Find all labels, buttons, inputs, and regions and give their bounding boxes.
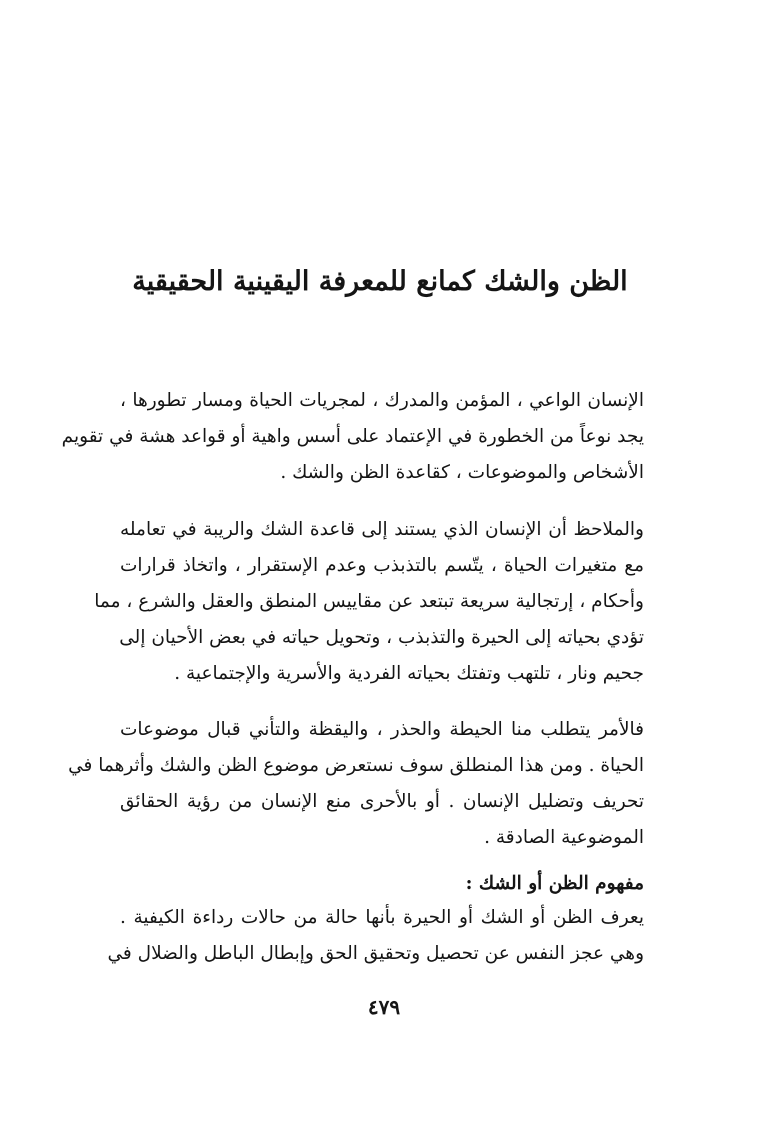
text-line: مع متغيرات الحياة ، يتّسم بالتذبذب وعدم الإستقرار ، واتخاذ قرارات [120,555,644,576]
text-line: تحريف وتضليل الإنسان . أو بالأحرى منع الإنسان من رؤية الحقائق [120,791,644,812]
section-heading: مفهوم الظن أو الشك : [465,873,644,894]
text-line: وأحكام ، إرتجالية سريعة تبتعد عن مقاييس المنطق والعقل والشرع ، مما [94,591,644,612]
text-line: الأشخاص والموضوعات ، كقاعدة الظن والشك . [280,462,644,483]
text-line: يجد نوعاً من الخطورة في الإعتماد على أسس واهية أو قواعد هشة في تقويم [61,426,644,447]
text-line: يعرف الظن أو الشك أو الحيرة بأنها حالة من حالات رداءة الكيفية . [120,907,644,928]
text-line: الموضوعية الصادقة . [484,827,644,848]
paragraph-4 [107,900,644,972]
text-line: الإنسان الواعي ، المؤمن والمدرك ، لمجريات الحياة ومسار تطورها ، [120,390,644,411]
chapter-title: الظن والشك كمانع للمعرفة اليقينية الحقيقية [132,266,628,297]
paragraph-3 [68,712,644,856]
text-line: الحياة . ومن هذا المنطلق سوف نستعرض موضوع الظن والشك وأثرهما في [68,755,644,776]
text-line: جحيم ونار ، تلتهب وتفتك بحياته الفردية والأسرية والإجتماعية . [174,663,644,684]
text-line: تؤدي بحياته إلى الحيرة والتذبذب ، وتحويل حياته في بعض الأحيان إلى [119,627,644,648]
text-line: فالأمر يتطلب منا الحيطة والحذر ، واليقظة والتأني قبال موضوعات [120,719,644,740]
text-line: والملاحظ أن الإنسان الذي يستند إلى قاعدة الشك والريبة في تعامله [120,519,644,540]
page-number: ٤٧٩ [367,995,401,1019]
paragraph-1 [61,383,644,491]
paragraph-2 [94,512,644,692]
text-line: وهي عجز النفس عن تحصيل وتحقيق الحق وإبطال الباطل والضلال في [107,943,644,964]
